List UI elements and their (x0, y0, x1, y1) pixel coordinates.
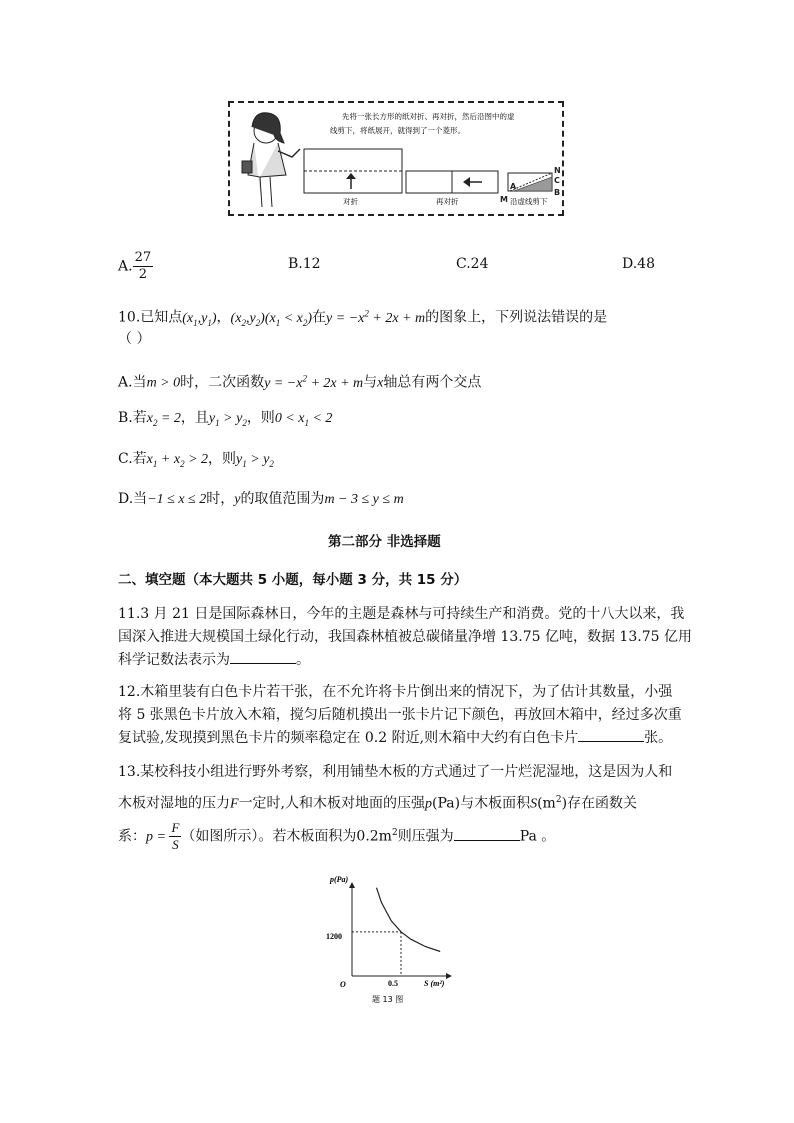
q12-line-1: 12.木箱里装有白色卡片若干张，在不允许将卡片倒出来的情况下，为了估计其数量，小强 (118, 684, 673, 700)
q10-answer-paren: （ ） (118, 331, 151, 347)
q10-option-b: B.若$x_2 = 2$，且$y_1 > y_2$，则$0 < x_1 < 2$ (118, 410, 333, 428)
fold-caption-1: 对折 (343, 197, 358, 206)
q10-stem: 10.已知点$(x_1,y_1)$，$(x_2,y_2)(x_1 < x_2)$在$y = -x^2 + 2x + m$的图象上，下列说法错误的是 (118, 308, 608, 328)
q13-line-2: 木板对湿地的压力F一定时,人和木板对地面的压强p(Pa)与木板面积$S(m^2)$存在函数关 (118, 795, 638, 812)
q12-line-2: 将 5 张黑色卡片放入木箱，搅匀后随机摸出一张卡片记下颜色，再放回木箱中，经过多次重 (118, 707, 682, 723)
q11-line-1: 11.3 月 21 日是国际森林日，今年的主题是森林与可持续生产和消费。党的十八大以来，我 (118, 606, 685, 622)
x-axis-label: S (m²) (424, 979, 445, 988)
girl-illustration (242, 113, 300, 207)
chart-caption: 题 13 图 (372, 995, 404, 1004)
q13-line-3: 系：p = $\frac{F}{S}$ （如图所示）。若木板面积为$0.2m^2$则压强为 Pa 。 (118, 820, 556, 852)
q9-figure-frame (228, 101, 564, 216)
q11-answer-blank[interactable] (230, 649, 296, 664)
q9-option-d: D.48 (622, 256, 655, 272)
label-b: B (554, 188, 561, 197)
q12-answer-blank[interactable] (578, 727, 644, 742)
hyperbola-curve (377, 888, 441, 952)
x-tick-label: 0.5 (388, 979, 398, 988)
y-tick-label: 1200 (326, 932, 342, 941)
x-axis-arrow-icon (446, 973, 452, 979)
fold-caption-3: 沿虚线剪下 (510, 197, 548, 206)
fold-caption-2: 再对折 (436, 197, 459, 206)
q9-option-b: B.12 (288, 256, 321, 272)
q12-line-3: 复试验,发现摸到黑色卡片的频率稳定在 0.2 附近,则木箱中大约有白色卡片 张。 (118, 726, 672, 750)
q13-line-1: 13.某校科技小组进行野外考察，利用铺垫木板的方式通过了一片烂泥湿地，这是因为人和 (118, 764, 673, 780)
y-axis-label: p(Pa) (330, 875, 349, 884)
q11-line-3: 科学记数法表示为 。 (118, 648, 310, 672)
origin-label: O (340, 980, 346, 989)
fraction-f-s: $\frac{F}{S}$ (171, 820, 180, 852)
q13-answer-blank[interactable] (454, 826, 520, 841)
q9-option-a: A. $\frac{27}{2}$ (118, 250, 152, 282)
q11-line-2: 国深入推进大规模国土绿化行动，我国森林植被总碳储量净增 13.75 亿吨，数据 13.75 亿用 (118, 629, 692, 645)
fold-step-1 (304, 149, 402, 206)
figure-instruction-1: 先将一张长方形的纸对折、再对折，然后沿图中的虚 (342, 112, 515, 121)
q10-option-a: A.当m > 0时，二次函数$y = -x^2 + 2x + m$与x轴总有两个交点 (118, 373, 482, 391)
label-a: A (510, 182, 517, 191)
y-axis-arrow-icon (349, 882, 355, 888)
figure-instruction-2: 线剪下，将纸展开，就得到了一个菱形。 (330, 126, 465, 135)
fold-step-3 (500, 166, 561, 206)
fold-step-2 (406, 171, 498, 206)
label-m: M (500, 195, 508, 204)
part-two-title: 第二部分 非选择题 (328, 534, 441, 550)
q10-option-d: D.当−1 ≤ x ≤ 2时，y的取值范围为m − 3 ≤ y ≤ m (118, 491, 404, 507)
q9-figure-svg (230, 103, 561, 213)
q13-chart (320, 870, 470, 1006)
q9-option-c: C.24 (456, 256, 489, 272)
fill-section-title: 二、填空题（本大题共 5 小题，每小题 3 分，共 15 分） (118, 572, 468, 588)
fraction-27-2: $\frac{27}{2}$ (134, 250, 152, 282)
label-c: C (554, 176, 560, 185)
label-n: N (554, 166, 561, 175)
q10-option-c: C.若$x_1 + x_2 > 2$，则$y_1 > y_2$ (118, 451, 274, 469)
